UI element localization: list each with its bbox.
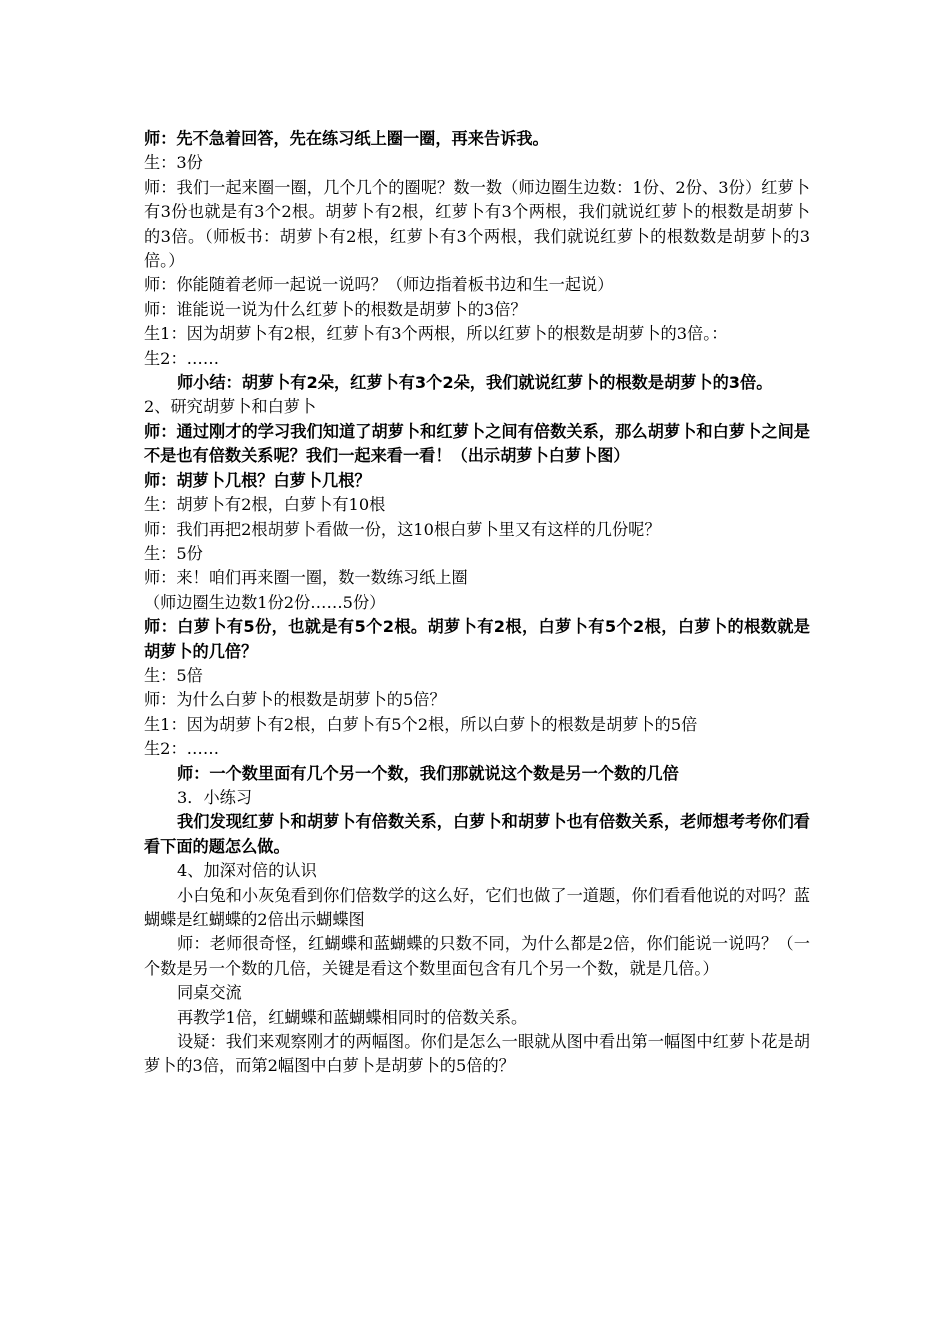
section-heading: 2、研究胡萝卜和白萝卜 bbox=[144, 397, 317, 417]
paragraph: 生2：…… bbox=[144, 739, 220, 759]
section-heading: 3．小练习 bbox=[177, 787, 253, 807]
paragraph: 设疑：我们来观察刚才的两幅图。你们是怎么一眼就从图中看出第一幅图中红萝卜花是胡萝卜的3倍，而第2幅图中白萝卜是胡萝卜的5倍的？ bbox=[144, 1032, 810, 1076]
paragraph: 师：先不急着回答，先在练习纸上圈一圈，再来告诉我。 bbox=[144, 129, 549, 148]
paragraph: 师：我们再把2根胡萝卜看做一份，这10根白萝卜里又有这样的几份呢？ bbox=[144, 519, 661, 539]
paragraph: 师：为什么白萝卜的根数是胡萝卜的5倍？ bbox=[144, 690, 446, 710]
paragraph: 师：胡萝卜几根？白萝卜几根？ bbox=[144, 470, 371, 490]
paragraph: 师：一个数里面有几个另一个数，我们那就说这个数是另一个数的几倍 bbox=[177, 763, 679, 783]
paragraph: 小白兔和小灰兔看到你们倍数学的这么好，它们也做了一道题，你们看看他说的对吗？蓝蝴蝶是红蝴蝶的2倍出示蝴蝶图 bbox=[144, 885, 810, 929]
paragraph: 师：白萝卜有5份，也就是有5个2根。胡萝卜有2根，白萝卜有5个2根，白萝卜的根数就是胡萝卜的几倍？ bbox=[144, 617, 810, 661]
paragraph: 师：你能随着老师一起说一说吗？（师边指着板书边和生一起说） bbox=[144, 275, 614, 295]
document-body bbox=[144, 127, 810, 1079]
paragraph: 师：我们一起来圈一圈，几个几个的圈呢？数一数（师边圈生边数：1份、2份、3份）红萝卜有3份也就是有3个2根。胡萝卜有2根，红萝卜有3个两根，我们就说红萝卜的根数是胡萝卜的3倍。（师板书：胡萝卜有2根，红萝卜有3个两根，我们就说红萝卜的根数数是胡萝卜的3倍。） bbox=[144, 177, 810, 271]
paragraph: 师：通过刚才的学习我们知道了胡萝卜和红萝卜之间有倍数关系，那么胡萝卜和白萝卜之间是不是也有倍数关系呢？我们一起来看一看！（出示胡萝卜白萝卜图） bbox=[144, 421, 810, 466]
paragraph: 师小结：胡萝卜有2朵，红萝卜有3个2朵，我们就说红萝卜的根数是胡萝卜的3倍。 bbox=[177, 373, 773, 393]
paragraph: 生：5份 bbox=[144, 543, 203, 563]
paragraph: 生：3份 bbox=[144, 153, 203, 173]
paragraph: 同桌交流 bbox=[177, 983, 242, 1003]
paragraph: 生1：因为胡萝卜有2根，红萝卜有3个两根，所以红萝卜的根数是胡萝卜的3倍。： bbox=[144, 324, 728, 344]
paragraph: 生：胡萝卜有2根，白萝卜有10根 bbox=[144, 495, 386, 515]
paragraph: 师：老师很奇怪，红蝴蝶和蓝蝴蝶的只数不同，为什么都是2倍，你们能说一说吗？（一个数是另一个数的几倍，关键是看这个数里面包含有几个另一个数，就是几倍。） bbox=[144, 934, 810, 978]
section-heading: 4、加深对倍的认识 bbox=[177, 861, 317, 881]
paragraph: 师：谁能说一说为什么红萝卜的根数是胡萝卜的3倍？ bbox=[144, 299, 527, 319]
paragraph: 生2：…… bbox=[144, 348, 220, 368]
paragraph: （师边圈生边数1份2份……5份） bbox=[144, 592, 386, 612]
paragraph: 生：5倍 bbox=[144, 665, 203, 685]
paragraph: 生1：因为胡萝卜有2根，白萝卜有5个2根，所以白萝卜的根数是胡萝卜的5倍 bbox=[144, 714, 698, 734]
paragraph: 再教学1倍，红蝴蝶和蓝蝴蝶相同时的倍数关系。 bbox=[177, 1007, 528, 1027]
paragraph: 我们发现红萝卜和胡萝卜有倍数关系，白萝卜和胡萝卜也有倍数关系，老师想考考你们看看下面的题怎么做。 bbox=[144, 812, 810, 856]
paragraph: 师：来！咱们再来圈一圈，数一数练习纸上圈 bbox=[144, 568, 468, 588]
